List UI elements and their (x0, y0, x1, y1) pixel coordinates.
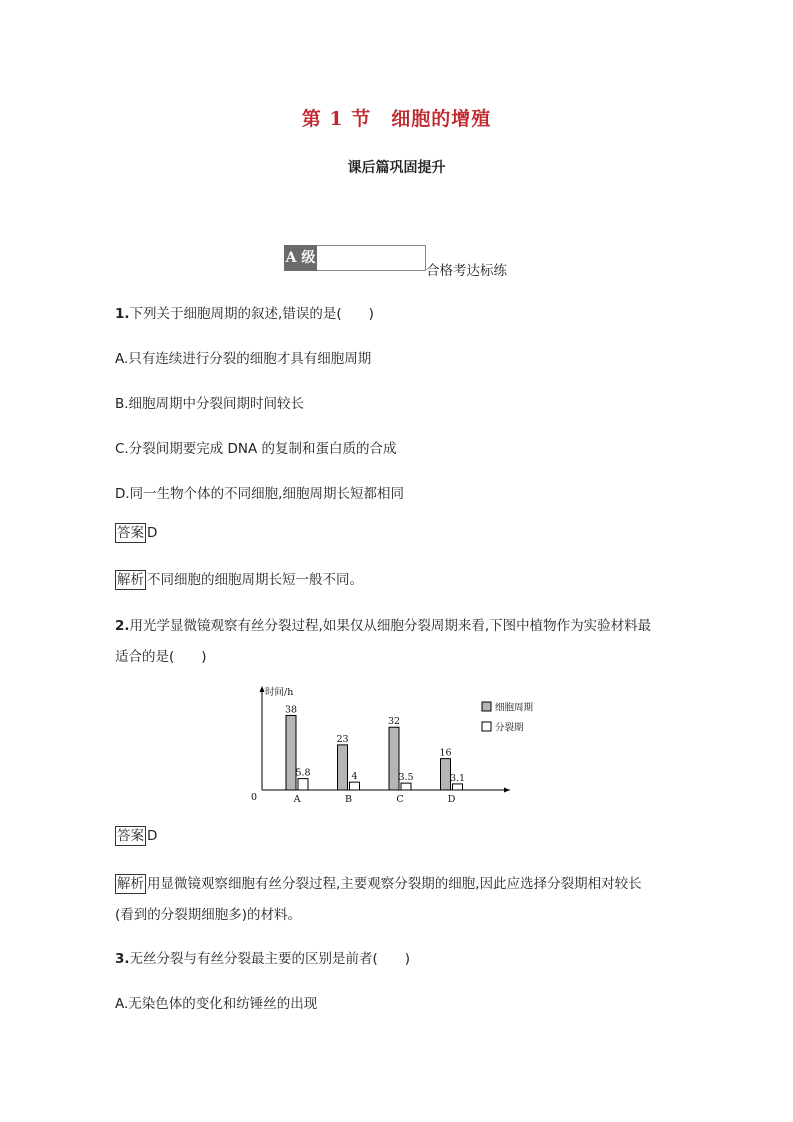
question-number: 2. (115, 618, 130, 634)
question-number: 1. (115, 306, 130, 322)
option-d: D.同一生物个体的不同细胞,细胞周期长短都相同 (115, 486, 404, 502)
analysis-tag: 解析 (117, 876, 144, 892)
question-text: 用光学显微镜观察有丝分裂过程,如果仅从细胞分裂周期来看,下图中植物作为实验材料最 (129, 618, 652, 634)
option-b: B.细胞周期中分裂间期时间较长 (115, 396, 305, 412)
answer-value: D (147, 525, 158, 541)
analysis-line (115, 568, 363, 590)
question-2-stem (115, 614, 651, 634)
analysis-line (115, 872, 642, 894)
x-tick-label: C (396, 794, 404, 805)
answer-line (115, 523, 157, 543)
origin-label: 0 (250, 792, 257, 803)
bar-division-D (453, 784, 463, 790)
bar-cycle-B (338, 745, 348, 790)
option-a: A.只有连续进行分裂的细胞才具有细胞周期 (115, 351, 372, 367)
question-3-stem (115, 947, 410, 967)
y-axis-label: 时间/h (265, 687, 294, 698)
bar-cycle-A (286, 715, 296, 790)
answer-tag: 答案 (117, 828, 144, 844)
analysis-line-cont: (看到的分裂期细胞多)的材料。 (115, 907, 302, 923)
analysis-tag: 解析 (117, 572, 144, 588)
question-text: 无丝分裂与有丝分裂最主要的区别是前者( ) (129, 951, 411, 967)
answer-tag: 答案 (117, 525, 144, 541)
data-label: 16 (439, 747, 452, 759)
option-c: C.分裂间期要完成 DNA 的复制和蛋白质的合成 (115, 441, 397, 457)
data-label: 5.8 (295, 767, 311, 779)
x-axis-arrow (504, 788, 510, 793)
answer-line (115, 826, 157, 846)
legend-swatch (482, 702, 491, 711)
legend-swatch (482, 722, 491, 731)
data-label: 32 (387, 716, 401, 728)
x-tick-label: B (345, 794, 352, 805)
data-label: 4 (351, 771, 358, 783)
bar-division-C (401, 783, 411, 790)
data-label: 3.1 (449, 772, 466, 784)
bar-division-B (350, 782, 360, 790)
page-subtitle: 课后篇巩固提升 (347, 160, 446, 176)
y-axis-arrow (260, 686, 265, 692)
bar-chart (245, 680, 534, 805)
data-label: 23 (336, 733, 349, 745)
question-number: 3. (115, 951, 130, 967)
data-label: 3.5 (398, 772, 414, 784)
x-tick-label: A (293, 794, 301, 805)
question-text: 下列关于细胞周期的叙述,错误的是( ) (129, 306, 374, 322)
answer-value: D (147, 828, 158, 844)
analysis-text: 不同细胞的细胞周期长短一般不同。 (147, 572, 363, 588)
question-2-stem-cont: 适合的是( ) (115, 649, 207, 665)
legend-label: 分裂期 (495, 722, 524, 734)
option-a: A.无染色体的变化和纺锤丝的出现 (115, 996, 318, 1012)
level-box (317, 245, 426, 271)
page-title: 第 1 节 细胞的增殖 (301, 108, 492, 130)
legend-label: 细胞周期 (495, 702, 534, 714)
bar-division-A (298, 779, 308, 790)
x-tick-label: D (447, 794, 456, 805)
data-label: 38 (284, 704, 298, 716)
level-label: 合格考达标练 (426, 263, 507, 279)
level-badge: A 级 (284, 245, 317, 271)
analysis-text: 用显微镜观察细胞有丝分裂过程,主要观察分裂期的细胞,因此应选择分裂期相对较长 (147, 876, 642, 892)
question-1-stem (115, 302, 374, 322)
